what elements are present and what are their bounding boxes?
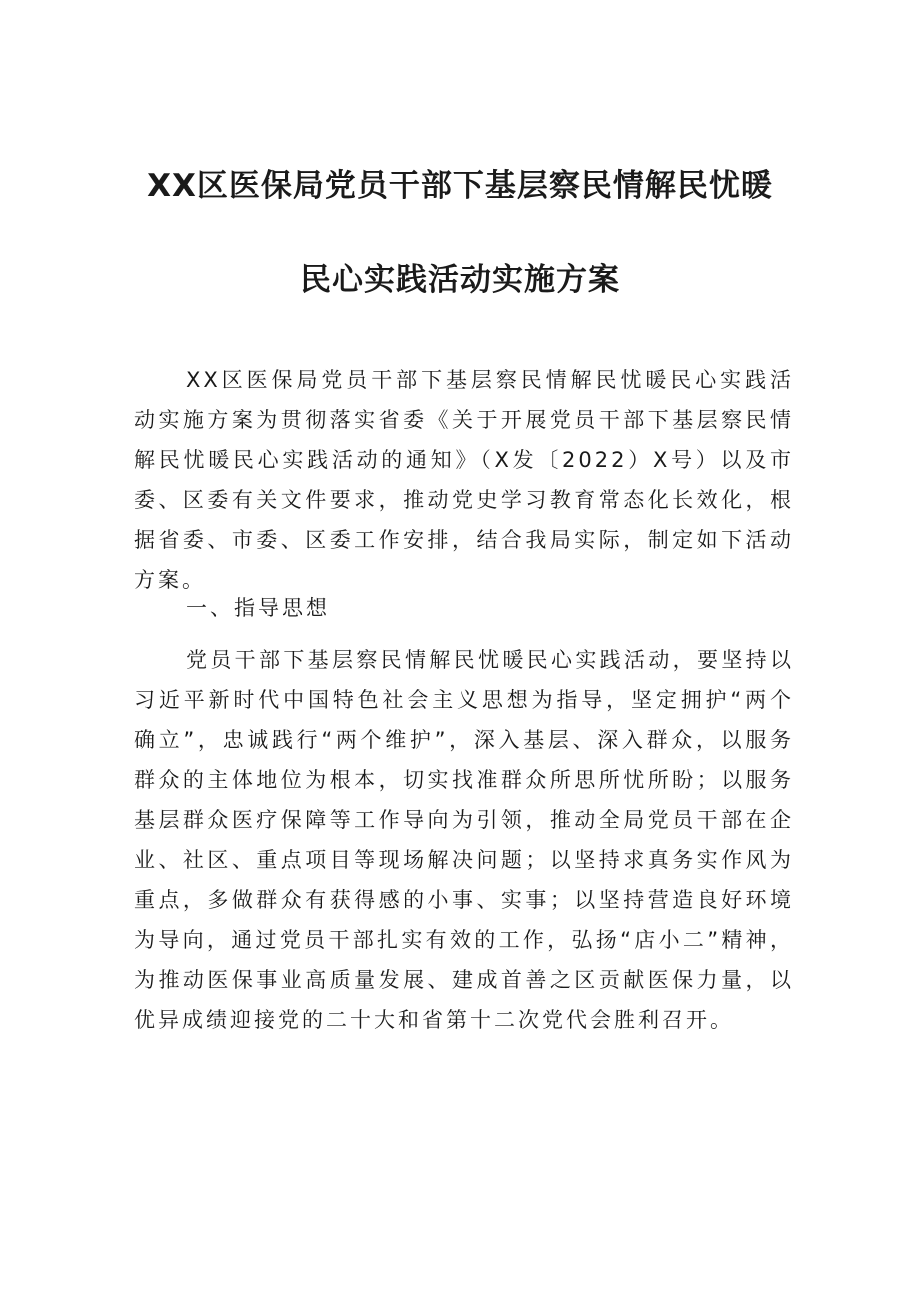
intro-paragraph: XX区医保局党员干部下基层察民情解民忧暖民心实践活动实施方案为贯彻落实省委《关于开展党员干部下基层察民情解民忧暖民心实践活动的通知》（X发〔2022）X号）以及市委、区委有关文件要求，推动党史学习教育常态化长效化，根据省委、市委、区委工作安排，结合我局实际，制定如下活动方案。 — [134, 368, 794, 592]
document-title-line-2: 民心实践活动实施方案 — [300, 262, 620, 298]
section-paragraph: 党员干部下基层察民情解民忧暖民心实践活动，要坚持以习近平新时代中国特色社会主义思想为指导，坚定拥护“两个确立”，忠诚践行“两个维护”，深入基层、深入群众，以服务群众的主体地位为根本，切实找准群众所思所忧所盼；以服务基层群众医疗保障等工作导向为引领，推动全局党员干部在企业、社区、重点项目等现场解决问题；以坚持求真务实作风为重点，多做群众有获得感的小事、实事；以坚持营造良好环境为导向，通过党员干部扎实有效的工作，弘扬“店小二”精神，为推动医保事业高质量发展、建成首善之区贡献医保力量，以优异成绩迎接党的二十大和省第十二次党代会胜利召开。 — [134, 648, 794, 1032]
section-heading: 一、指导思想 — [186, 596, 330, 620]
document-title-line-1: XX区医保局党员干部下基层察民情解民忧暖 — [147, 168, 773, 204]
